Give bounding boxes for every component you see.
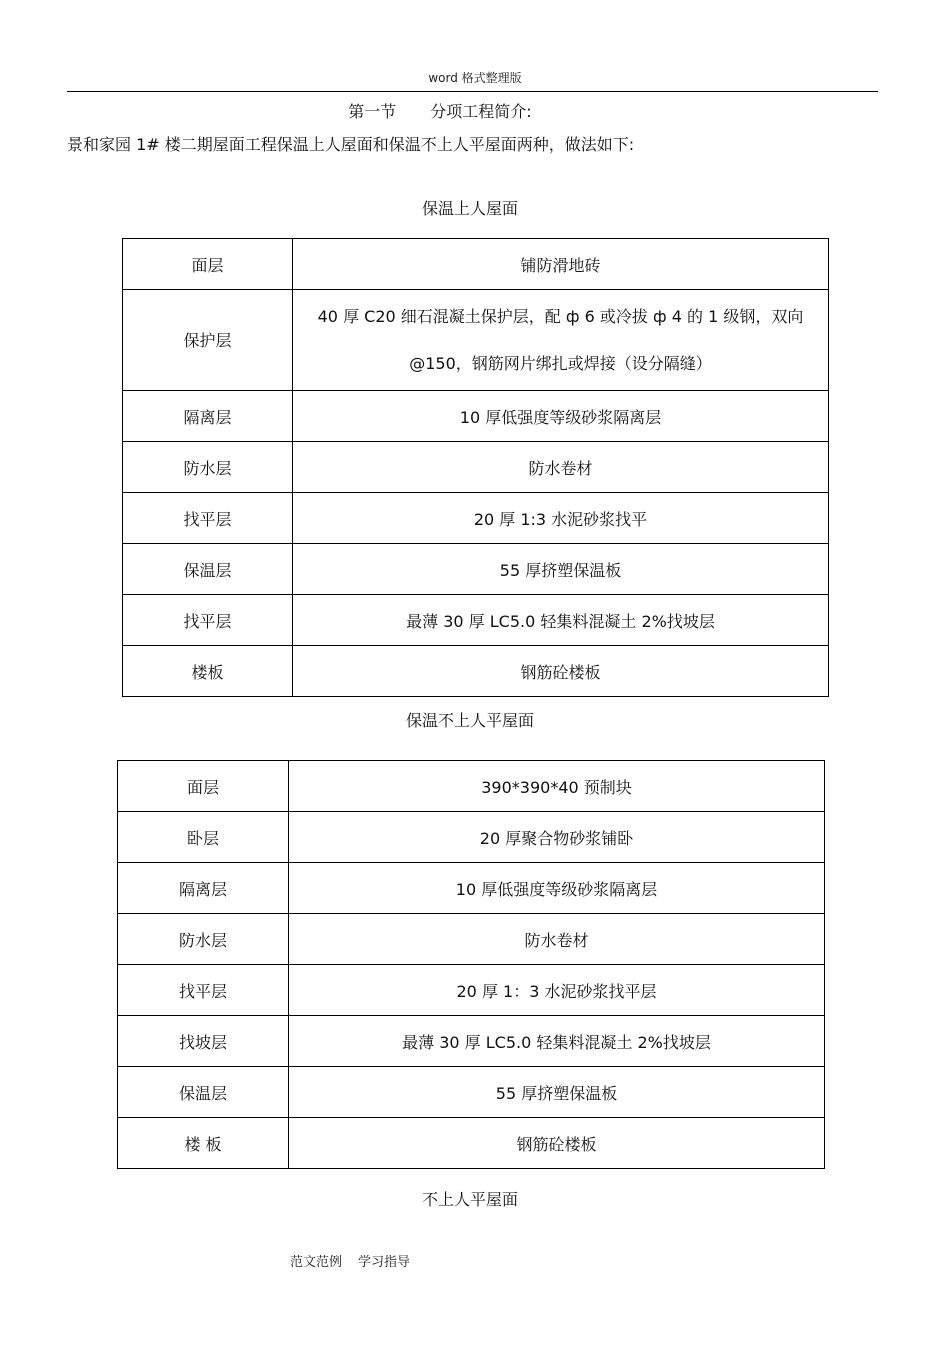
layer-spec-cell: 最薄 30 厚 LC5.0 轻集料混凝土 2%找坡层 <box>293 595 829 646</box>
layer-spec-cell: 55 厚挤塑保温板 <box>289 1067 825 1118</box>
section-number: 第一节 <box>348 102 397 121</box>
table-row <box>123 442 829 493</box>
layer-spec-cell: 防水卷材 <box>293 442 829 493</box>
layer-name-cell: 找坡层 <box>118 1016 289 1067</box>
table-row <box>123 595 829 646</box>
layer-spec-cell: 20 厚 1:3 水泥砂浆找平 <box>293 493 829 544</box>
next-section-caption: 不上人平屋面 <box>421 1190 518 1209</box>
layer-spec-cell: 铺防滑地砖 <box>293 239 829 290</box>
layer-name-cell: 卧层 <box>118 812 289 863</box>
table-row <box>123 646 829 697</box>
table-row <box>123 544 829 595</box>
footer-right-text: 学习指导 <box>358 1255 411 1270</box>
layer-name-cell: 楼板 <box>123 646 293 697</box>
table-row <box>118 1067 825 1118</box>
table2-caption: 保温不上人平屋面 <box>405 711 534 730</box>
layer-name-cell: 隔离层 <box>123 391 293 442</box>
table-row <box>118 812 825 863</box>
layer-name-cell: 楼 板 <box>118 1118 289 1169</box>
roof-spec-table-accessible <box>122 238 829 697</box>
table-row <box>123 391 829 442</box>
layer-spec-cell: 钢筋砼楼板 <box>289 1118 825 1169</box>
table-row <box>123 239 829 290</box>
layer-spec-cell: 55 厚挤塑保温板 <box>293 544 829 595</box>
layer-spec-cell: 20 厚聚合物砂浆铺卧 <box>289 812 825 863</box>
layer-name-cell: 找平层 <box>118 965 289 1016</box>
page-header-title: word 格式整理版 <box>428 71 522 85</box>
page-footer <box>290 1251 410 1270</box>
layer-name-cell: 保温层 <box>123 544 293 595</box>
footer-left-text: 范文范例 <box>290 1255 343 1270</box>
layer-spec-cell: 防水卷材 <box>289 914 825 965</box>
section-title: 分项工程简介: <box>430 102 532 121</box>
table-row <box>118 1016 825 1067</box>
layer-name-cell: 防水层 <box>123 442 293 493</box>
table-row <box>118 914 825 965</box>
layer-name-cell: 面层 <box>123 239 293 290</box>
layer-name-cell: 找平层 <box>123 493 293 544</box>
header-divider <box>67 91 878 92</box>
table-row <box>118 1118 825 1169</box>
layer-name-cell: 找平层 <box>123 595 293 646</box>
layer-spec-cell: 10 厚低强度等级砂浆隔离层 <box>289 863 825 914</box>
layer-name-cell: 防水层 <box>118 914 289 965</box>
table-row <box>118 965 825 1016</box>
layer-spec-cell: 最薄 30 厚 LC5.0 轻集料混凝土 2%找坡层 <box>289 1016 825 1067</box>
intro-paragraph: 景和家园 1# 楼二期屋面工程保温上人屋面和保温不上人平屋面两种，做法如下: <box>67 135 635 154</box>
layer-spec-cell: 10 厚低强度等级砂浆隔离层 <box>293 391 829 442</box>
layer-spec-cell: 390*390*40 预制块 <box>289 761 825 812</box>
layer-name-cell: 保温层 <box>118 1067 289 1118</box>
layer-spec-cell: 20 厚 1：3 水泥砂浆找平层 <box>289 965 825 1016</box>
layer-name-cell: 保护层 <box>123 290 293 391</box>
layer-name-cell: 隔离层 <box>118 863 289 914</box>
table-row <box>123 493 829 544</box>
roof-spec-table-non-accessible <box>117 760 825 1169</box>
layer-spec-cell: 40 厚 C20 细石混凝土保护层，配 ф 6 或冷拔 ф 4 的 1 级钢，双向@150，钢筋网片绑扎或焊接（设分隔缝） <box>293 290 829 391</box>
table1-caption: 保温上人屋面 <box>421 199 518 218</box>
layer-spec-cell: 钢筋砼楼板 <box>293 646 829 697</box>
table-row <box>118 761 825 812</box>
section-heading <box>0 99 880 122</box>
table-row <box>123 290 829 391</box>
table-row <box>118 863 825 914</box>
layer-name-cell: 面层 <box>118 761 289 812</box>
